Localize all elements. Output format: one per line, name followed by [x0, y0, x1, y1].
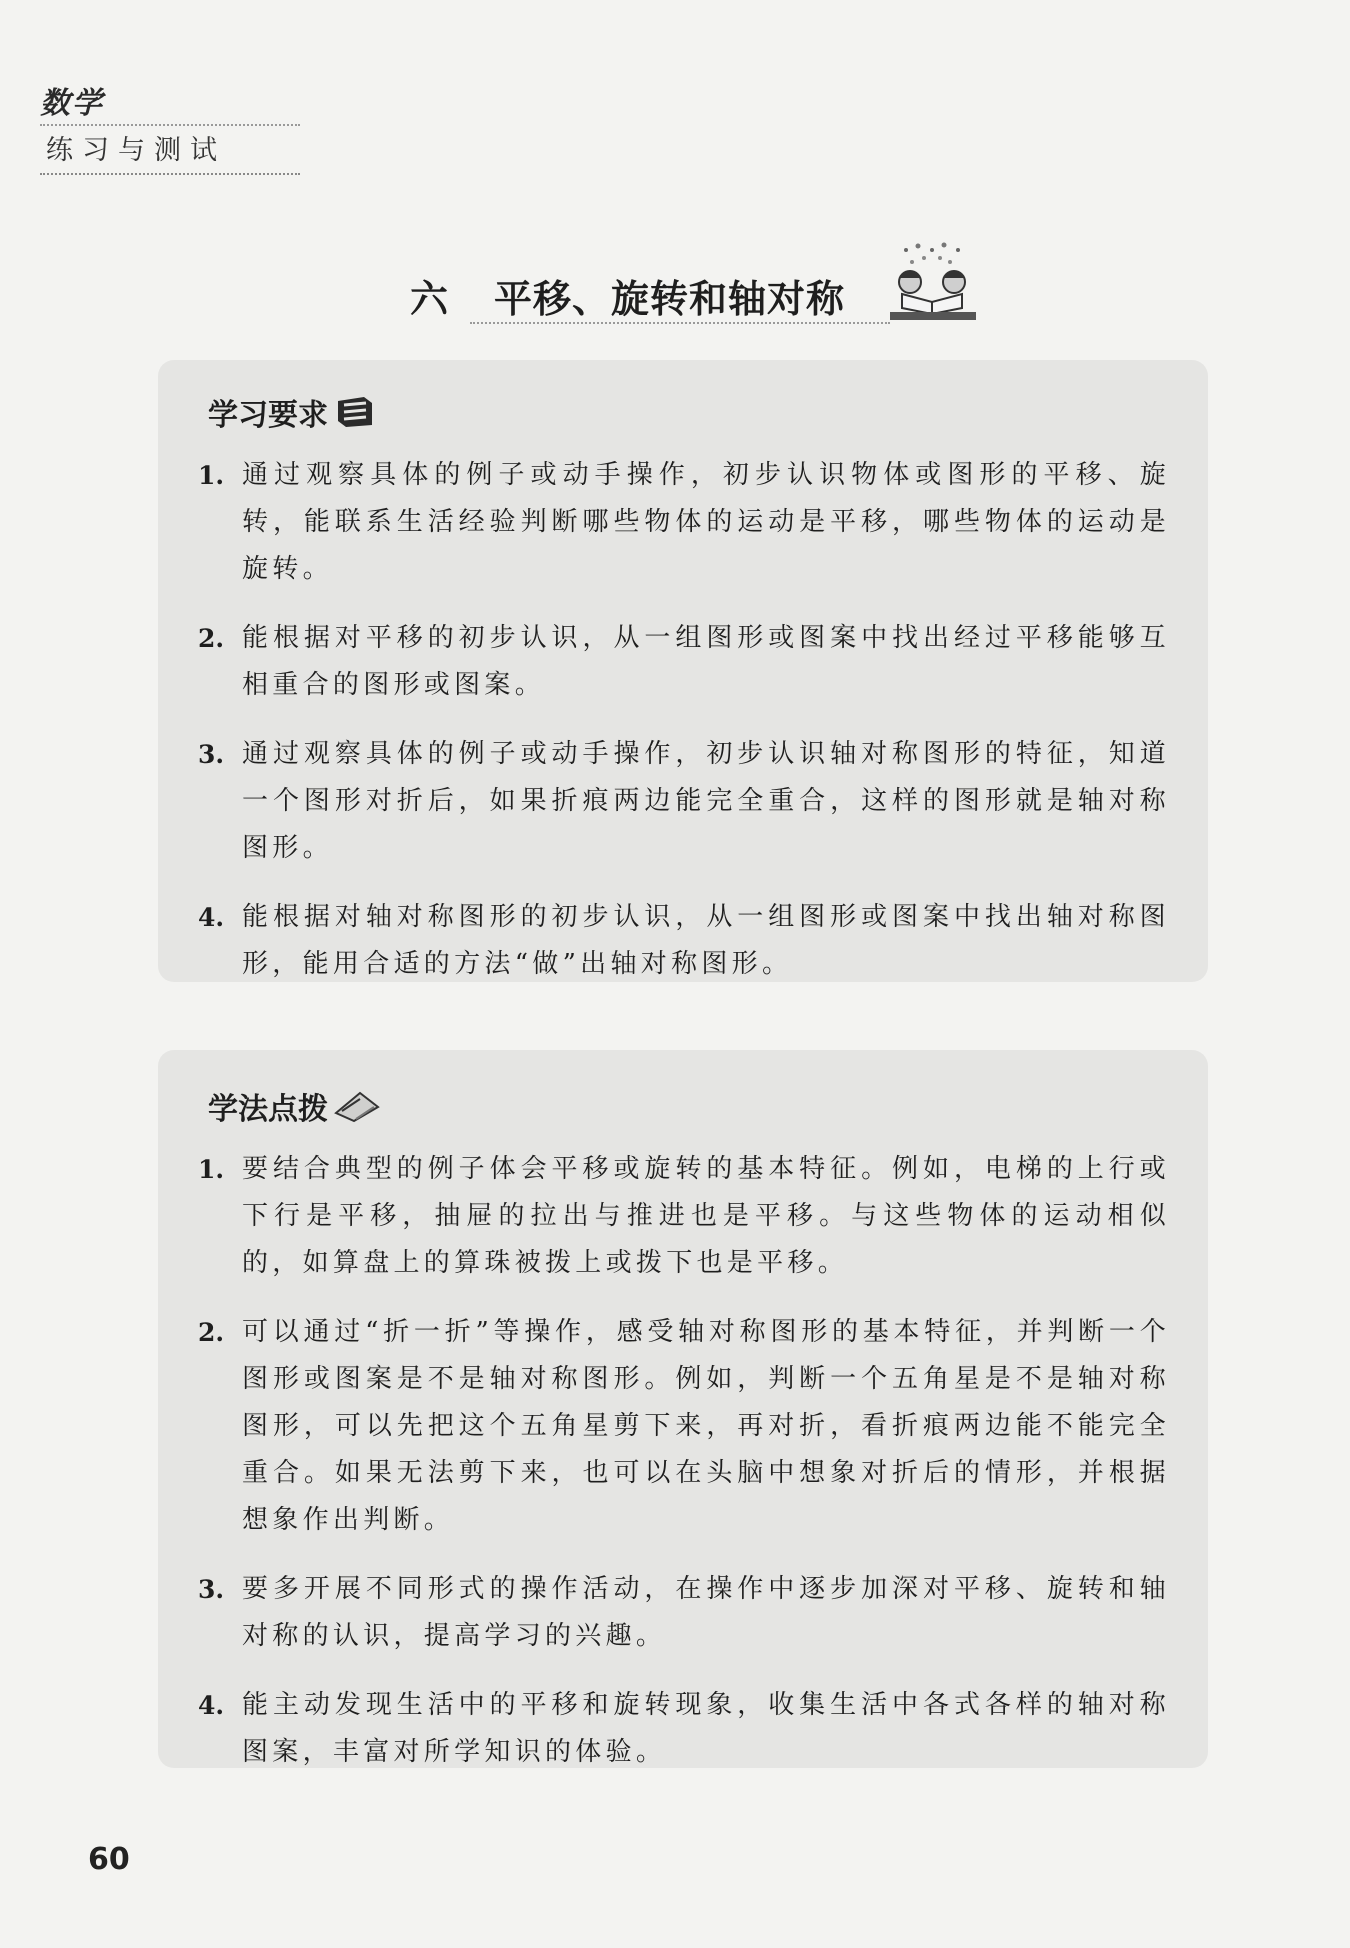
list-item [198, 452, 1170, 593]
study-tips-heading [208, 1084, 382, 1128]
item-text: 能根据对轴对称图形的初步认识，从一组图形或图案中找出轴对称图形，能用合适的方法“做”出轴对称图形。 [242, 902, 1170, 979]
item-number: 3. [198, 740, 225, 769]
item-number: 1. [198, 1155, 225, 1184]
item-number: 4. [198, 1691, 225, 1720]
chapter-underline [470, 322, 890, 324]
book-icon [334, 395, 376, 429]
item-number: 3. [198, 1575, 225, 1604]
item-number: 1. [198, 461, 225, 490]
learning-requirements-panel [158, 360, 1208, 982]
learning-requirements-list [198, 452, 1170, 1010]
book-header [40, 78, 300, 175]
study-tips-list [198, 1146, 1170, 1798]
item-number: 4. [198, 903, 225, 932]
chapter-number: 六 [410, 276, 449, 321]
children-reading-icon [884, 240, 982, 324]
item-number: 2. [198, 1318, 225, 1347]
list-item [198, 1146, 1170, 1287]
item-text: 要多开展不同形式的操作活动，在操作中逐步加深对平移、旋转和轴对称的认识，提高学习的兴趣。 [242, 1574, 1170, 1651]
list-item [198, 894, 1170, 988]
list-item [198, 615, 1170, 709]
item-text: 能主动发现生活中的平移和旋转现象，收集生活中各式各样的轴对称图案，丰富对所学知识的体验。 [242, 1690, 1170, 1767]
item-text: 可以通过“折一折”等操作，感受轴对称图形的基本特征，并判断一个图形或图案是不是轴对称图形。例如，判断一个五角星是不是轴对称图形，可以先把这个五角星剪下来，再对折，看折痕两边能不能完全重合。如果无法剪下来，也可以在头脑中想象对折后的情形，并根据想象作出判断。 [242, 1317, 1170, 1535]
item-number: 2. [198, 624, 225, 653]
study-tips-title: 学法点拨 [208, 1092, 328, 1127]
list-item [198, 1309, 1170, 1544]
item-text: 能根据对平移的初步认识，从一组图形或图案中找出经过平移能够互相重合的图形或图案。 [242, 623, 1170, 700]
chapter-title-block [410, 268, 845, 323]
pencil-ruler-icon [334, 1089, 382, 1123]
chapter-title: 平移、旋转和轴对称 [494, 276, 846, 321]
learning-requirements-heading [208, 390, 376, 434]
book-series: 练习与测试 [40, 124, 300, 175]
item-text: 要结合典型的例子体会平移或旋转的基本特征。例如，电梯的上行或下行是平移，抽屉的拉出与推进也是平移。与这些物体的运动相似的，如算盘上的算珠被拨上或拨下也是平移。 [242, 1154, 1170, 1278]
study-tips-panel [158, 1050, 1208, 1768]
learning-requirements-title: 学习要求 [208, 398, 328, 433]
item-text: 通过观察具体的例子或动手操作，初步认识物体或图形的平移、旋转，能联系生活经验判断哪些物体的运动是平移，哪些物体的运动是旋转。 [242, 460, 1170, 584]
list-item [198, 1682, 1170, 1776]
item-text: 通过观察具体的例子或动手操作，初步认识轴对称图形的特征，知道一个图形对折后，如果折痕两边能完全重合，这样的图形就是轴对称图形。 [242, 739, 1170, 863]
book-subject: 数学 [40, 86, 104, 121]
list-item [198, 731, 1170, 872]
list-item [198, 1566, 1170, 1660]
page-number: 60 [88, 1842, 130, 1877]
